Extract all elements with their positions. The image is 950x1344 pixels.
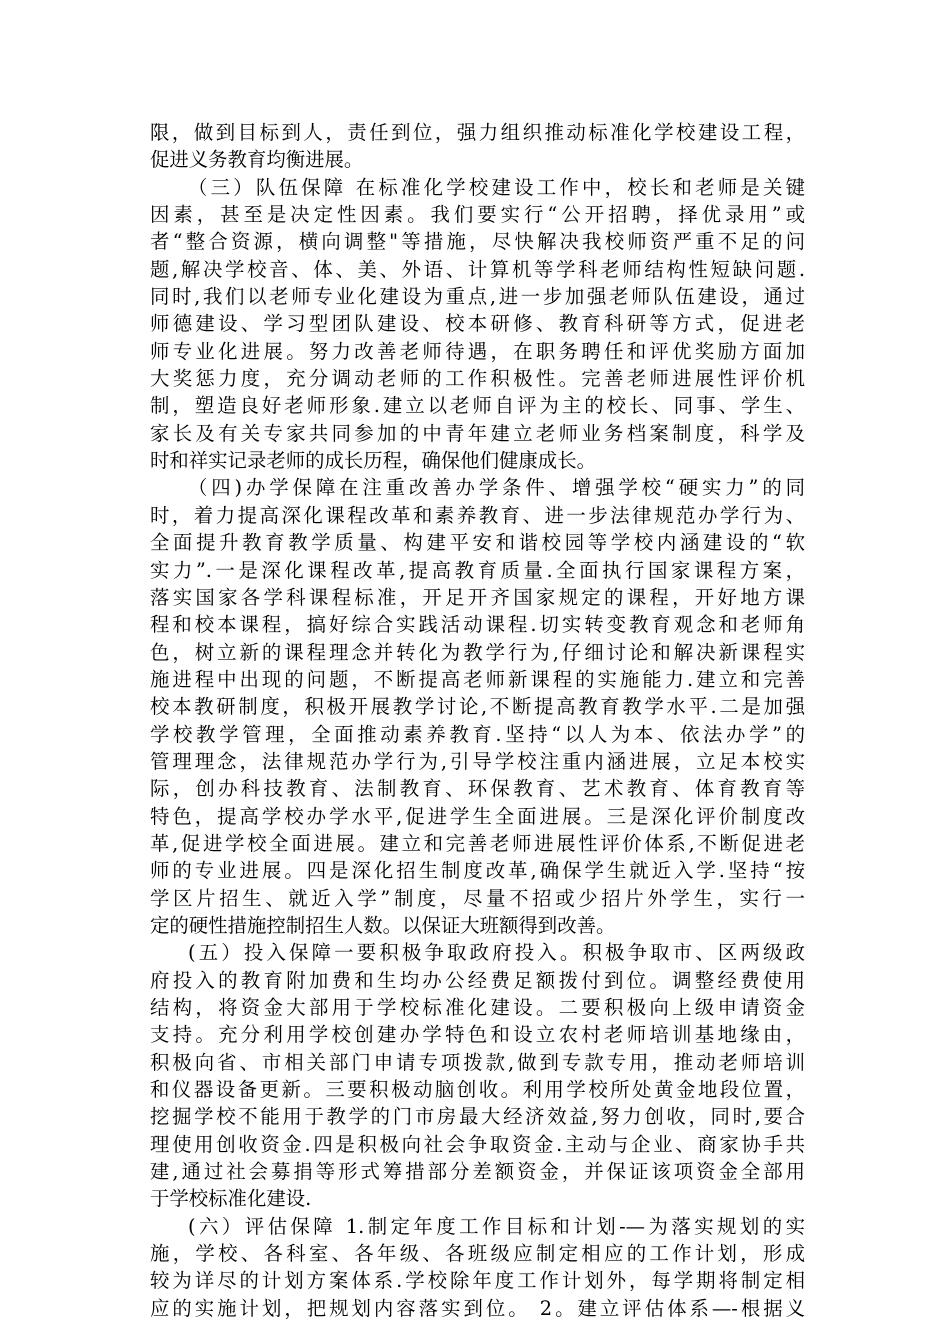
text-line: 大奖惩力度，充分调动老师的工作积极性。完善老师进展性评价机 — [150, 367, 805, 391]
text-line: (六）评估保障 1.制定年度工作目标和计划-—为落实规划的实 — [188, 1214, 805, 1238]
text-line: 家长及有关专家共同参加的中青年建立老师业务档案制度，科学及 — [150, 421, 805, 445]
text-line: 时，着力提高深化课程改革和素养教育、进一步法律规范办学行为、 — [150, 503, 805, 527]
text-line: 落实国家各学科课程标准，开足开齐国家规定的课程，开好地方课 — [150, 585, 805, 609]
text-line: 结构，将资金大部用于学校标准化建设。二要积极向上级申请资金 — [150, 996, 805, 1019]
text-line: 定的硬性措施控制招生人数。以保证大班额得到改善。 — [150, 913, 616, 937]
text-line: 理使用创收资金.四是积极向社会争取资金.主动与企业、商家协手共 — [150, 1132, 805, 1156]
text-line: 校本教研制度，积极开展教学讨论,不断提高教育教学水平.二是加强 — [150, 695, 805, 719]
text-line: 促进义务教育均衡进展。 — [150, 148, 364, 172]
text-line: 施进程中出现的问题，不断提高老师新课程的实施能力.建立和完善 — [150, 667, 805, 691]
text-line: 和仪器设备更新。三要积极动脑创收。利用学校所处黄金地段位置， — [150, 1078, 805, 1102]
text-line: 特色，提高学校办学水平,促进学生全面进展。三是深化评价制度改 — [150, 804, 805, 828]
text-line: 题,解决学校音、体、美、外语、计算机等学科老师结构性短缺问题. — [150, 257, 805, 281]
text-line: 挖掘学校不能用于教学的门市房最大经济效益,努力创收，同时,要合 — [150, 1105, 805, 1129]
text-line: 府投入的教育附加费和生均办公经费足额拨付到位。调整经费使用 — [150, 968, 805, 992]
text-line: 制，塑造良好老师形象.建立以老师自评为主的校长、同事、学生、 — [150, 394, 805, 418]
text-line: 管理理念，法律规范办学行为,引导学校注重内涵进展，立足本校实 — [150, 749, 805, 773]
text-line: （四)办学保障在注重改善办学条件、增强学校“硬实力”的同 — [188, 476, 805, 500]
text-line: 全面提升教育教学质量、构建平安和谐校园等学校内涵建设的“软 — [150, 531, 805, 555]
text-line: 限，做到目标到人，责任到位，强力组织推动标准化学校建设工程， — [150, 121, 805, 144]
text-line: 师专业化进展。努力改善老师待遇，在职务聘任和评优奖励方面加 — [150, 339, 805, 363]
text-line: 革,促进学校全面进展。建立和完善老师进展性评价体系,不断促进老 — [150, 831, 805, 855]
text-line: 学区片招生、就近入学”制度，尽量不招或少招片外学生，实行一 — [150, 886, 805, 910]
text-line: 际，创办科技教育、法制教育、环保教育、艺术教育、体育教育等 — [150, 777, 805, 801]
text-line: 时和祥实记录老师的成长历程，确保他们健康成长。 — [150, 449, 596, 473]
text-line: 应的实施计划，把规划内容落实到位。 2。建立评估体系—-根据义 — [150, 1296, 805, 1320]
text-line: 支持。充分利用学校创建办学特色和设立农村老师培训基地缘由， — [150, 1023, 805, 1047]
text-line: 师的专业进展。四是深化招生制度改革,确保学生就近入学.坚持“按 — [150, 859, 805, 883]
text-line: 学校教学管理，全面推动素养教育.坚持“以人为本、依法办学”的 — [150, 722, 805, 746]
body-text — [150, 119, 805, 1322]
text-line: 者“整合资源，横向调整"等措施，尽快解决我校师资严重不足的问 — [150, 230, 805, 254]
text-line: （三）队伍保障 在标准化学校建设工作中，校长和老师是关键 — [188, 175, 805, 199]
text-line: 同时,我们以老师专业化建设为重点,进一步加强老师队伍建设，通过 — [150, 285, 805, 309]
text-line: 色，树立新的课程理念并转化为教学行为,仔细讨论和解决新课程实 — [150, 640, 805, 664]
text-line: 施，学校、各科室、各年级、各班级应制定相应的工作计划，形成 — [150, 1242, 805, 1266]
text-line: 于学校标准化建设. — [150, 1187, 312, 1211]
text-line: 师德建设、学习型团队建设、校本研修、教育科研等方式，促进老 — [150, 312, 805, 336]
text-line: 积极向省、市相关部门申请专项拨款,做到专款专用，推动老师培训 — [150, 1050, 805, 1074]
text-line: 建,通过社会募捐等形式筹措部分差额资金，并保证该项资金全部用 — [150, 1160, 805, 1184]
text-line: (五）投入保障一要积极争取政府投入。积极争取市、区两级政 — [188, 941, 805, 965]
text-line: 程和校本课程，搞好综合实践活动课程.切实转变教育观念和老师角 — [150, 613, 805, 637]
text-line: 较为详尽的计划方案体系.学校除年度工作计划外，每学期将制定相 — [150, 1269, 805, 1293]
text-line: 因素，甚至是决定性因素。我们要实行“公开招聘，择优录用”或 — [150, 203, 805, 227]
text-line: 实力”.一是深化课程改革,提高教育质量.全面执行国家课程方案， — [150, 558, 805, 582]
